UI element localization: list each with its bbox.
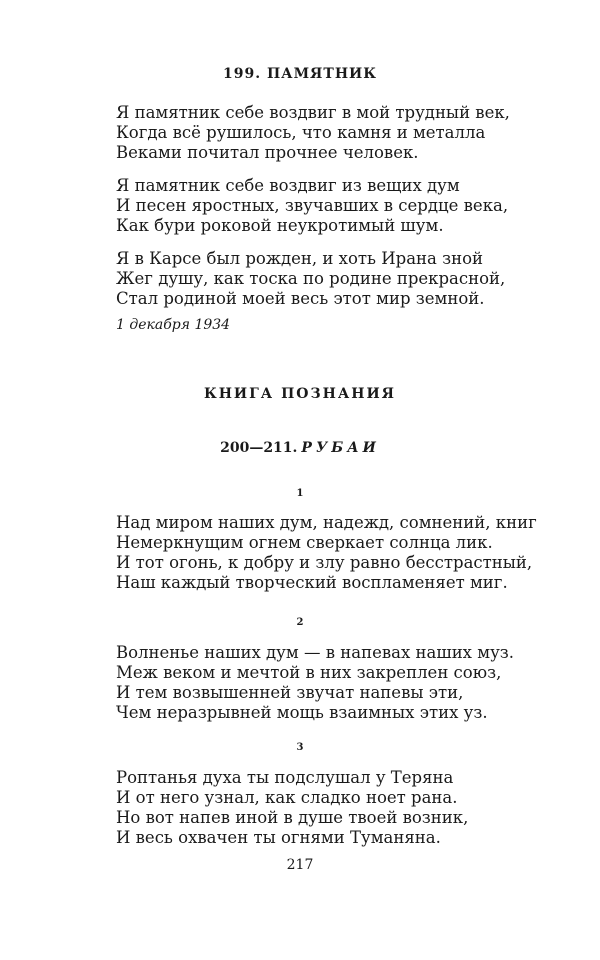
poem-line: И песен яростных, звучавших в сердце века, [116, 196, 509, 215]
poem-line: И тот огонь, к добру и злу равно бесстрастный, [116, 553, 533, 572]
poem-line: Веками почитал прочнее человек. [116, 143, 419, 162]
poem-line: Но вот напев иной в душе твоей возник, [116, 808, 469, 827]
poem-line: Роптанья духа ты подслушал у Теряна [116, 768, 454, 787]
rubai-number: 1 [296, 488, 304, 499]
rubai-number: 3 [296, 742, 304, 753]
poem-line: И тем возвышенней звучат напевы эти, [116, 683, 464, 702]
poem-line: Наш каждый творческий воспламеняет миг. [116, 573, 508, 592]
rubai-stanza-2 [116, 643, 556, 723]
poem-line: Немеркнущим огнем сверкает солнца лик. [116, 533, 493, 552]
poem-line: Стал родиной моей весь этот мир земной. [116, 289, 485, 308]
rubai-title: РУБАИ [301, 440, 380, 456]
poem-line: Над миром наших дум, надежд, сомнений, книг [116, 513, 537, 532]
poem-line: Меж веком и мечтой в них закреплен союз, [116, 663, 502, 682]
poem-line: Когда всё рушилось, что камня и металла [116, 123, 486, 142]
poem-line: И от него узнал, как сладко ноет рана. [116, 788, 458, 807]
poem-line: Как бури роковой неукротимый шум. [116, 216, 444, 235]
poem-line: Я памятник себе воздвиг из вещих дум [116, 176, 460, 195]
poem-stanza-2 [116, 176, 556, 236]
rubai-heading [0, 440, 600, 456]
poem-date: 1 декабря 1934 [116, 317, 231, 333]
poem-stanza-3 [116, 249, 556, 309]
poem-stanza-1 [116, 103, 556, 163]
section-title: КНИГА ПОЗНАНИЯ [203, 386, 397, 402]
poem-line: Я в Карсе был рожден, и хоть Ирана зной [116, 249, 484, 268]
poem-title: 199. ПАМЯТНИК [222, 66, 378, 82]
rubai-number: 2 [296, 617, 304, 628]
rubai-number-range: 200—211. [220, 440, 298, 456]
rubai-stanza-3 [116, 768, 556, 848]
poem-line: Жег душу, как тоска по родине прекрасной, [116, 269, 506, 288]
rubai-stanza-1 [116, 513, 556, 593]
poem-line: И весь охвачен ты огнями Туманяна. [116, 828, 441, 847]
poem-line: Я памятник себе воздвиг в мой трудный век, [116, 103, 510, 122]
page-number: 217 [286, 857, 314, 873]
poem-line: Чем неразрывней мощь взаимных этих уз. [116, 703, 488, 722]
poem-line: Волненье наших дум — в напевах наших муз. [116, 643, 515, 662]
